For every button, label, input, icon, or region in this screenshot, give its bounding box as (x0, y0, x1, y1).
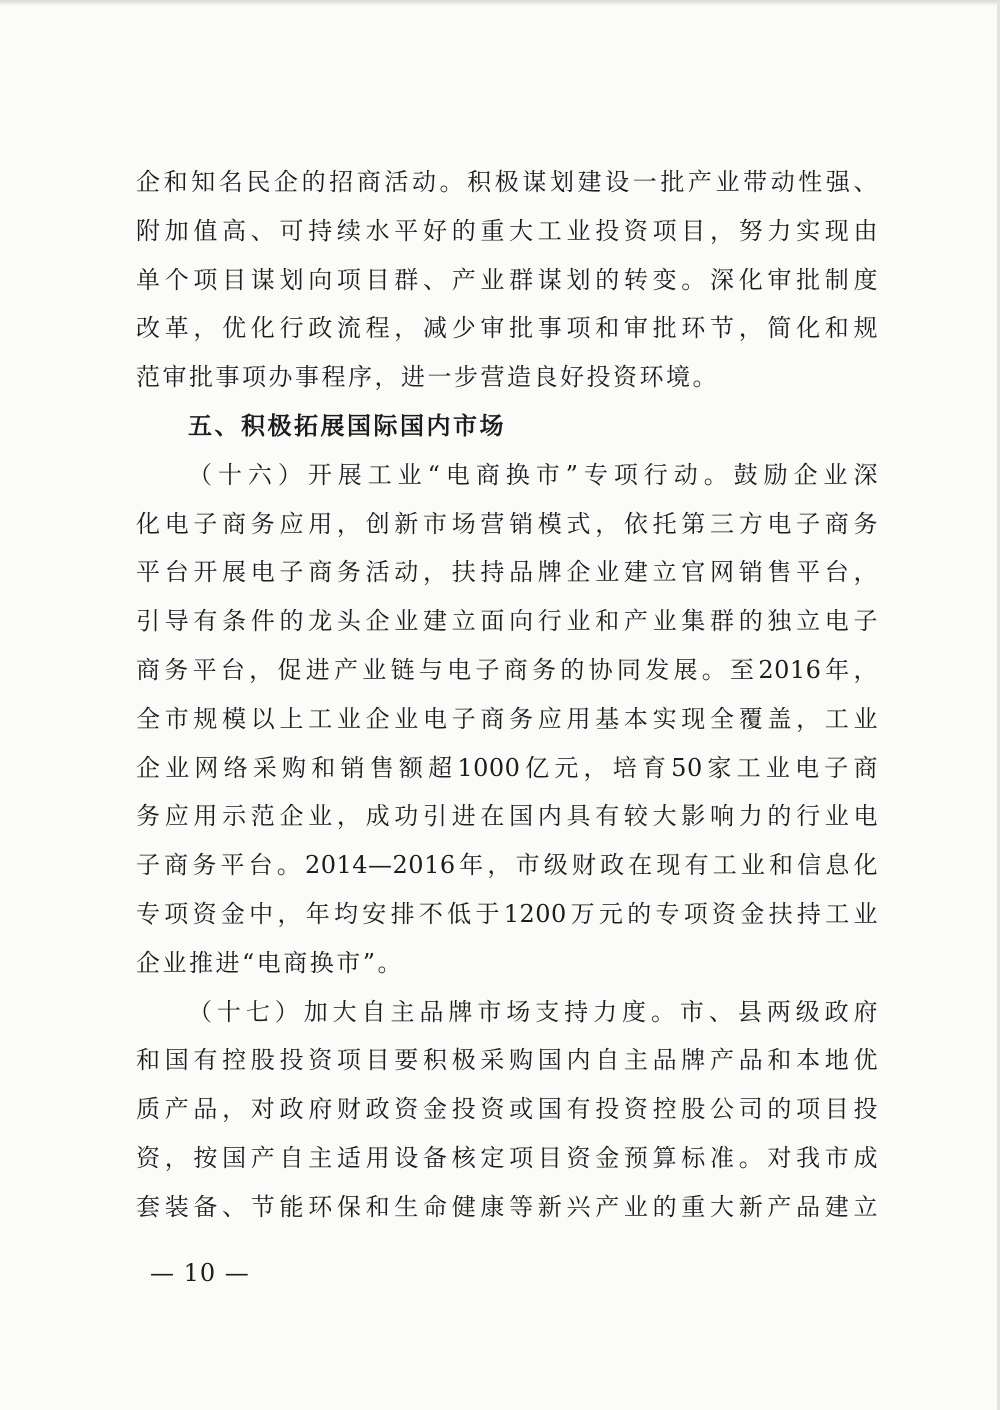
scan-top-edge (0, 0, 1000, 6)
text-line: 引导有条件的龙头企业建立面向行业和产业集群的独立电子 (136, 607, 878, 636)
body-text (136, 158, 878, 1232)
text-line: 商务平台，促进产业链与电子商务的协同发展。至2016年， (136, 655, 878, 684)
text-line: 务应用示范企业，成功引进在国内具有较大影响力的行业电 (136, 802, 878, 831)
text-line: 专项资金中，年均安排不低于1200万元的专项资金扶持工业 (136, 899, 878, 928)
text-line: 单个项目谋划向项目群、产业群谋划的转变。深化审批制度 (136, 265, 878, 294)
text-line: 全市规模以上工业企业电子商务应用基本实现全覆盖，工业 (136, 704, 878, 733)
text-line: 化电子商务应用，创新市场营销模式，依托第三方电子商务 (136, 509, 878, 538)
page-number: — 10 — (150, 1259, 250, 1287)
text-line: 质产品，对政府财政资金投资或国有投资控股公司的项目投 (136, 1095, 878, 1124)
text-line: 资，按国产自主适用设备核定项目资金预算标准。对我市成 (136, 1143, 878, 1172)
text-line: 套装备、节能环保和生命健康等新兴产业的重大新产品建立 (136, 1192, 878, 1221)
text-line: （十七）加大自主品牌市场支持力度。市、县两级政府 (188, 997, 878, 1026)
text-line: 子商务平台。2014—2016年，市级财政在现有工业和信息化 (136, 851, 878, 880)
text-line: 企业网络采购和销售额超1000亿元，培育50家工业电子商 (136, 753, 878, 782)
text-line: 改革，优化行政流程，减少审批事项和审批环节，简化和规 (136, 314, 878, 343)
text-line: 和国有控股投资项目要积极采购国内自主品牌产品和本地优 (136, 1046, 878, 1075)
text-line: 附加值高、可持续水平好的重大工业投资项目，努力实现由 (136, 216, 878, 245)
text-line: 企业推进“电商换市”。 (136, 948, 405, 977)
text-line: （十六）开展工业“电商换市”专项行动。鼓励企业深 (188, 460, 878, 489)
text-line: 平台开展电子商务活动，扶持品牌企业建立官网销售平台， (136, 558, 878, 587)
text-line: 范审批事项办事程序，进一步营造良好投资环境。 (136, 363, 719, 392)
section-heading: 五、积极拓展国际国内市场 (188, 411, 506, 440)
text-line: 企和知名民企的招商活动。积极谋划建设一批产业带动性强、 (136, 168, 878, 196)
